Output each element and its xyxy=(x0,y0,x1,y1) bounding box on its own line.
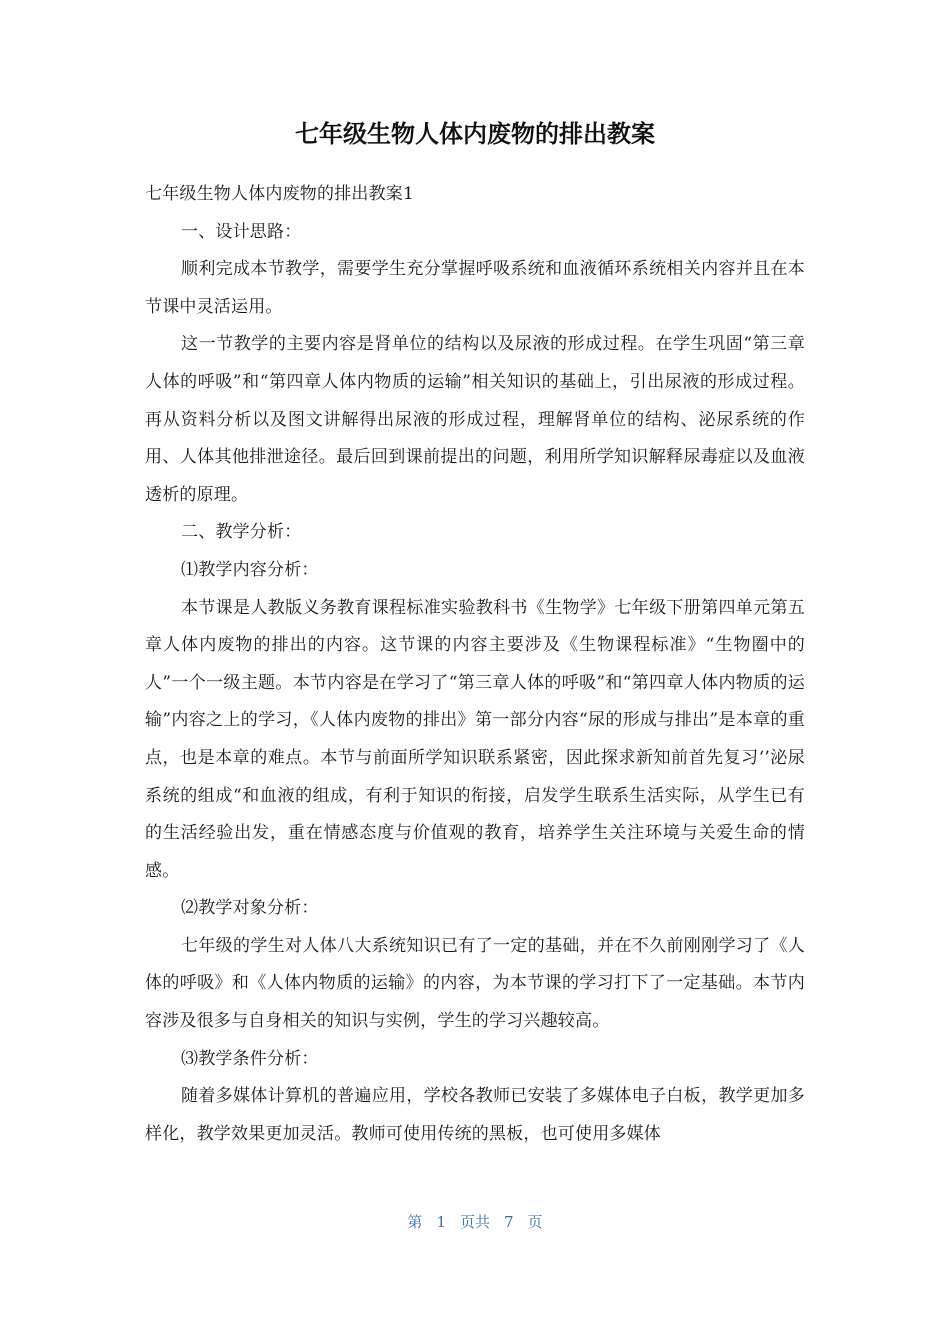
paragraph: 顺利完成本节教学，需要学生充分掌握呼吸系统和血液循环系统相关内容并且在本节课中灵活运用。 xyxy=(145,259,805,317)
page-footer xyxy=(0,1210,950,1234)
paragraph: 这一节教学的主要内容是肾单位的结构以及尿液的形成过程。在学生巩固“第三章人体的呼吸”和“第四章人体内物质的运输”相关知识的基础上，引出尿液的形成过程。再从资料分析以及图文讲解得出尿液的形成过程，理解肾单位的结构、泌尿系统的作用、人体其他排泄途径。最后回到课前提出的问题，利用所学知识解释尿毒症以及血液透析的原理。 xyxy=(145,334,805,505)
subsection-heading: ⑵教学对象分析： xyxy=(181,898,319,919)
page-number-current: 1 xyxy=(436,1213,446,1231)
section-heading: 一、设计思路： xyxy=(181,221,302,242)
paragraph: 七年级生物人体内废物的排出教案1 xyxy=(145,184,415,204)
paragraph: 随着多媒体计算机的普遍应用，学校各教师已安装了多媒体电子白板，教学更加多样化，教学效果更加灵活。教师可使用传统的黑板，也可使用多媒体 xyxy=(145,1086,805,1144)
page-number-suffix: 页 xyxy=(527,1213,543,1231)
document-title: 七年级生物人体内废物的排出教案 xyxy=(295,120,655,148)
paragraph: 七年级的学生对人体八大系统知识已有了一定的基础，并在不久前刚刚学习了《人体的呼吸》和《人体内物质的运输》的内容，为本节课的学习打下了一定基础。本节内容涉及很多与自身相关的知识与实例，学生的学习兴趣较高。 xyxy=(145,935,805,1032)
page-number-prefix: 第 xyxy=(407,1213,423,1231)
subsection-heading: ⑶教学条件分析： xyxy=(181,1048,319,1069)
section-heading: 二、教学分析： xyxy=(181,522,302,543)
paragraph: 本节课是人教版义务教育课程标准实验教科书《生物学》七年级下册第四单元第五章人体内废物的排出的内容。这节课的内容主要涉及《生物课程标准》“生物圈中的人”一个一级主题。本节内容是在学习了“第三章人体的呼吸”和“第四章人体内物质的运输”内容之上的学习，《人体内废物的排出》第一部分内容“尿的形成与排出”是本章的重点，也是本章的难点。本节与前面所学知识联系紧密，因此探求新知前首先复习‘’泌尿系统的组成“和血液的组成，有利于知识的衔接，启发学生联系生活实际，从学生已有的生活经验出发，重在情感态度与价值观的教育，培养学生关注环境与关爱生命的情感。 xyxy=(145,597,805,881)
page-number-middle: 页共 xyxy=(459,1213,490,1231)
document-body xyxy=(145,176,805,1153)
subsection-heading: ⑴教学内容分析： xyxy=(181,559,319,580)
page-number-total: 7 xyxy=(504,1213,514,1231)
